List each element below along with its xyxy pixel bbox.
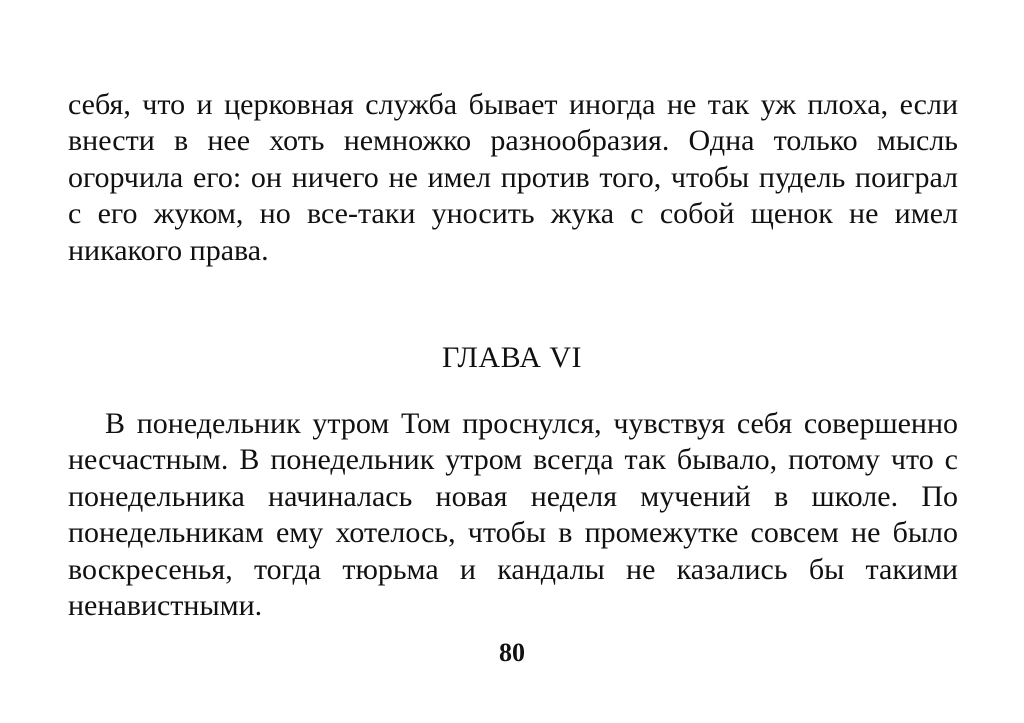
text-line: никакого права.	[68, 234, 269, 267]
text-line: ненавистными.	[68, 589, 263, 622]
text-line: огорчила его: он ничего не имел против того, чтобы пудель поиграл	[68, 161, 958, 194]
chapter-heading: ГЛАВА VI	[441, 341, 583, 374]
text-line: себя, что и церковная служба бывает иногда не так уж плоха, если	[68, 88, 958, 121]
text-line: внести в нее хоть немножко разнообразия. Одна только мысль	[68, 124, 958, 157]
page-number: 80	[499, 638, 525, 667]
text-line: с его жуком, но все-таки уносить жука с собой щенок не имел	[68, 197, 958, 230]
text-line: несчастным. В понедельник утром всегда так бывало, потому что с	[68, 443, 958, 476]
text-line: понедельника начиналась новая неделя мучений в школе. По	[68, 480, 958, 513]
text-line: В понедельник утром Том проснулся, чувствуя себя совершенно	[105, 407, 958, 440]
text-line: понедельникам ему хотелось, чтобы в промежутке совсем не было	[68, 516, 958, 549]
text-line: воскресенья, тогда тюрьма и кандалы не казались бы такими	[68, 553, 958, 586]
